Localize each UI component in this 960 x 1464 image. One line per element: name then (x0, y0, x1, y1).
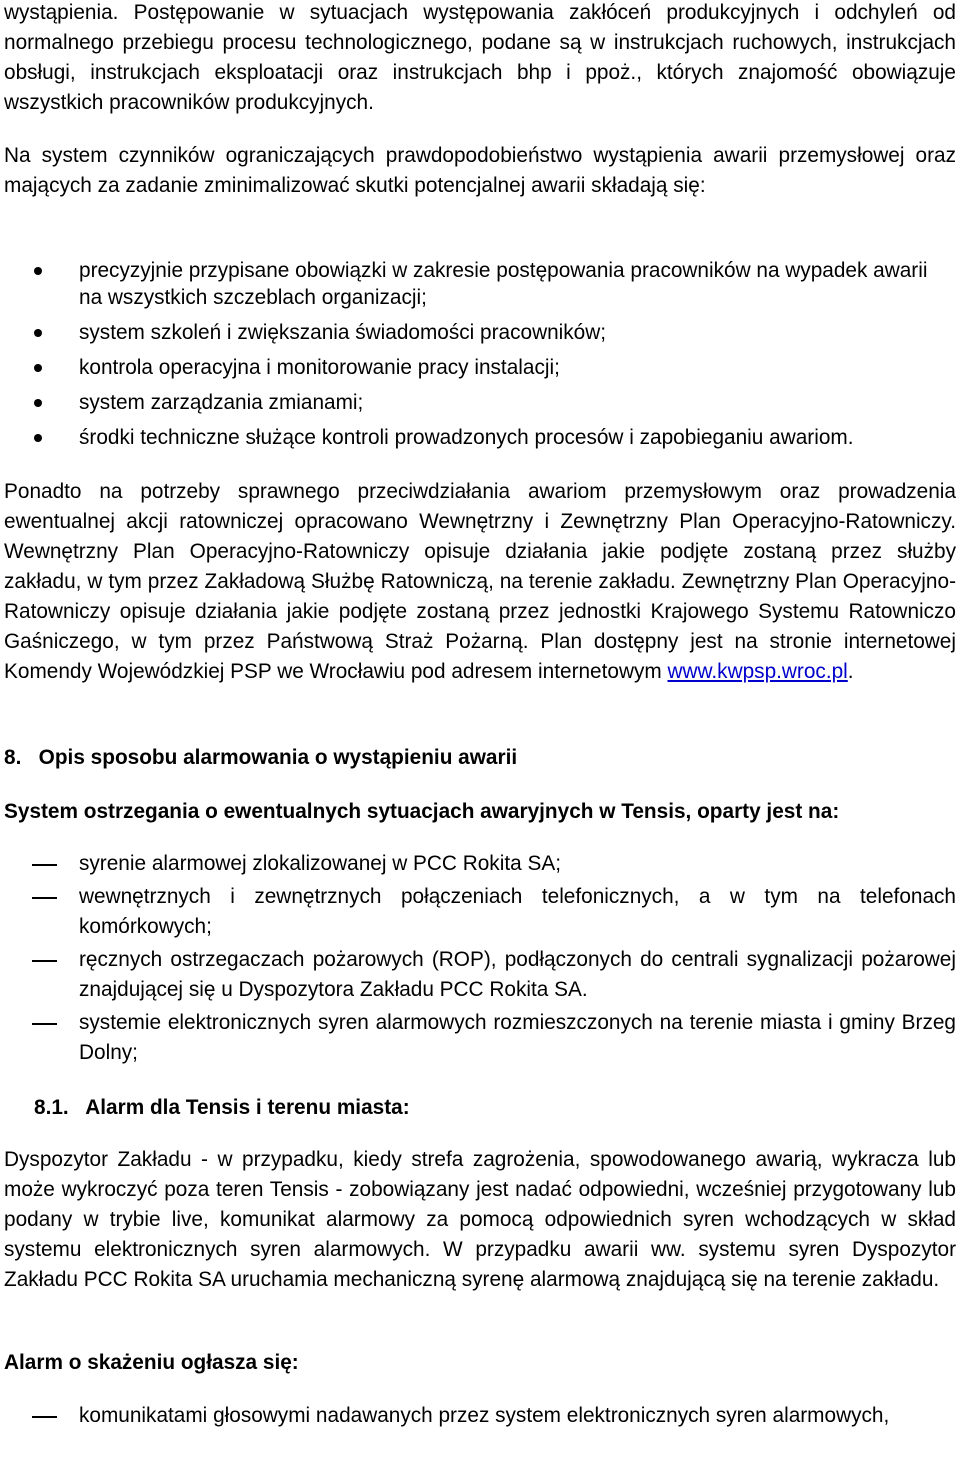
dash-icon (32, 864, 57, 866)
list-item: system zarządzania zmianami; (4, 389, 956, 416)
list-item: ręcznych ostrzegaczach pożarowych (ROP), podłączonych do centrali sygnalizacji pożarowej znajdującej się u Dyspozytora Zakładu PCC Rokita SA. (4, 945, 956, 1005)
list-item: precyzyjnie przypisane obowiązki w zakresie postępowania pracowników na wypadek awarii na wszystkich szczeblach organizacji; (4, 257, 956, 311)
section-8-1-heading: 8.1. Alarm dla Tensis i terenu miasta: (34, 1096, 410, 1119)
warning-system-subheading: System ostrzegania o ewentualnych sytuacjach awaryjnych w Tensis, oparty jest na: (4, 800, 840, 823)
section-8-heading: 8. Opis sposobu alarmowania o wystąpieniu awarii (4, 746, 518, 769)
dash-icon (32, 1023, 57, 1025)
list-item: syrenie alarmowej zlokalizowanej w PCC Rokita SA; (4, 849, 956, 879)
contamination-heading: Alarm o skażeniu ogłasza się: (4, 1351, 299, 1374)
factors-intro-paragraph: Na system czynników ograniczających prawdopodobieństwo wystąpienia awarii przemysłowej oraz mających za zadanie zminimalizować skutki potencjalnej awarii składają się: (4, 144, 956, 197)
dash-icon (32, 960, 57, 962)
list-item: system szkoleń i zwiększania świadomości pracowników; (4, 319, 956, 346)
list-item: kontrola operacyjna i monitorowanie pracy instalacji; (4, 354, 956, 381)
bullet-icon (34, 434, 42, 442)
intro-paragraph: wystąpienia. Postępowanie w sytuacjach występowania zakłóceń produkcyjnych i odchyleń od normalnego przebiegu procesu technologicznego, podane są w instrukcjach ruchowych, instrukcjach obsługi, instrukcjach eksploatacji oraz instrukcjach bhp i ppoż., których znajomość obowiązuje wszystkich pracowników produkcyjnych. (4, 1, 956, 114)
bullet-icon (34, 364, 42, 372)
section-8-1-paragraph: Dyspozytor Zakładu - w przypadku, kiedy strefa zagrożenia, spowodowanego awarią, wykracza lub może wykroczyć poza teren Tensis - zobowiązany jest nadać odpowiedni, wcześniej przygotowany lub podany w trybie live, komunikat alarmowy za pomocą odpowiednich syren wchodzących w skład systemu elektronicznych syren alarmowych. W przypadku awarii ww. systemu syren Dyspozytor Zakładu PCC Rokita SA uruchamia mechaniczną syrenę alarmową znajdującą się na terenie zakładu. (4, 1148, 956, 1291)
warning-system-list (4, 849, 956, 1071)
bullet-icon (34, 329, 42, 337)
list-item: systemie elektronicznych syren alarmowych rozmieszczonych na terenie miasta i gminy Brzeg Dolny; (4, 1008, 956, 1068)
contamination-list (4, 1401, 956, 1434)
bullet-icon (34, 399, 42, 407)
plan-paragraph: Ponadto na potrzeby sprawnego przeciwdziałania awariom przemysłowym oraz prowadzenia ewentualnej akcji ratowniczej opracowano Wewnętrzny i Zewnętrzny Plan Operacyjno-Ratowniczy. Wewnętrzny Plan Operacyjno-Ratowniczy opisuje działania jakie podjęte zostaną przez służby zakładu, w tym przez Zakładową Służbę Ratowniczą, na terenie zakładu. Zewnętrzny Plan Operacyjno-Ratowniczy opisuje działania jakie podjęte zostaną przez jednostki Krajowego Systemu Ratowniczo Gaśniczego, w tym przez Państwową Straż Pożarną. Plan dostępny jest na stronie internetowej Komendy Wojewódzkiej PSP we Wrocławiu pod adresem internetowym www.kwpsp.wroc.pl. (4, 480, 956, 683)
list-item: komunikatami głosowymi nadawanych przez system elektronicznych syren alarmowych, (4, 1401, 956, 1431)
list-item: środki techniczne służące kontroli prowadzonych procesów i zapobieganiu awariom. (4, 424, 956, 451)
list-item: wewnętrznych i zewnętrznych połączeniach telefonicznych, a w tym na telefonach komórkowych; (4, 882, 956, 942)
factors-bullet-list (4, 257, 956, 459)
psp-website-link[interactable]: www.kwpsp.wroc.pl (667, 660, 848, 683)
bullet-icon (34, 267, 42, 275)
dash-icon (32, 897, 57, 899)
dash-icon (32, 1416, 57, 1418)
